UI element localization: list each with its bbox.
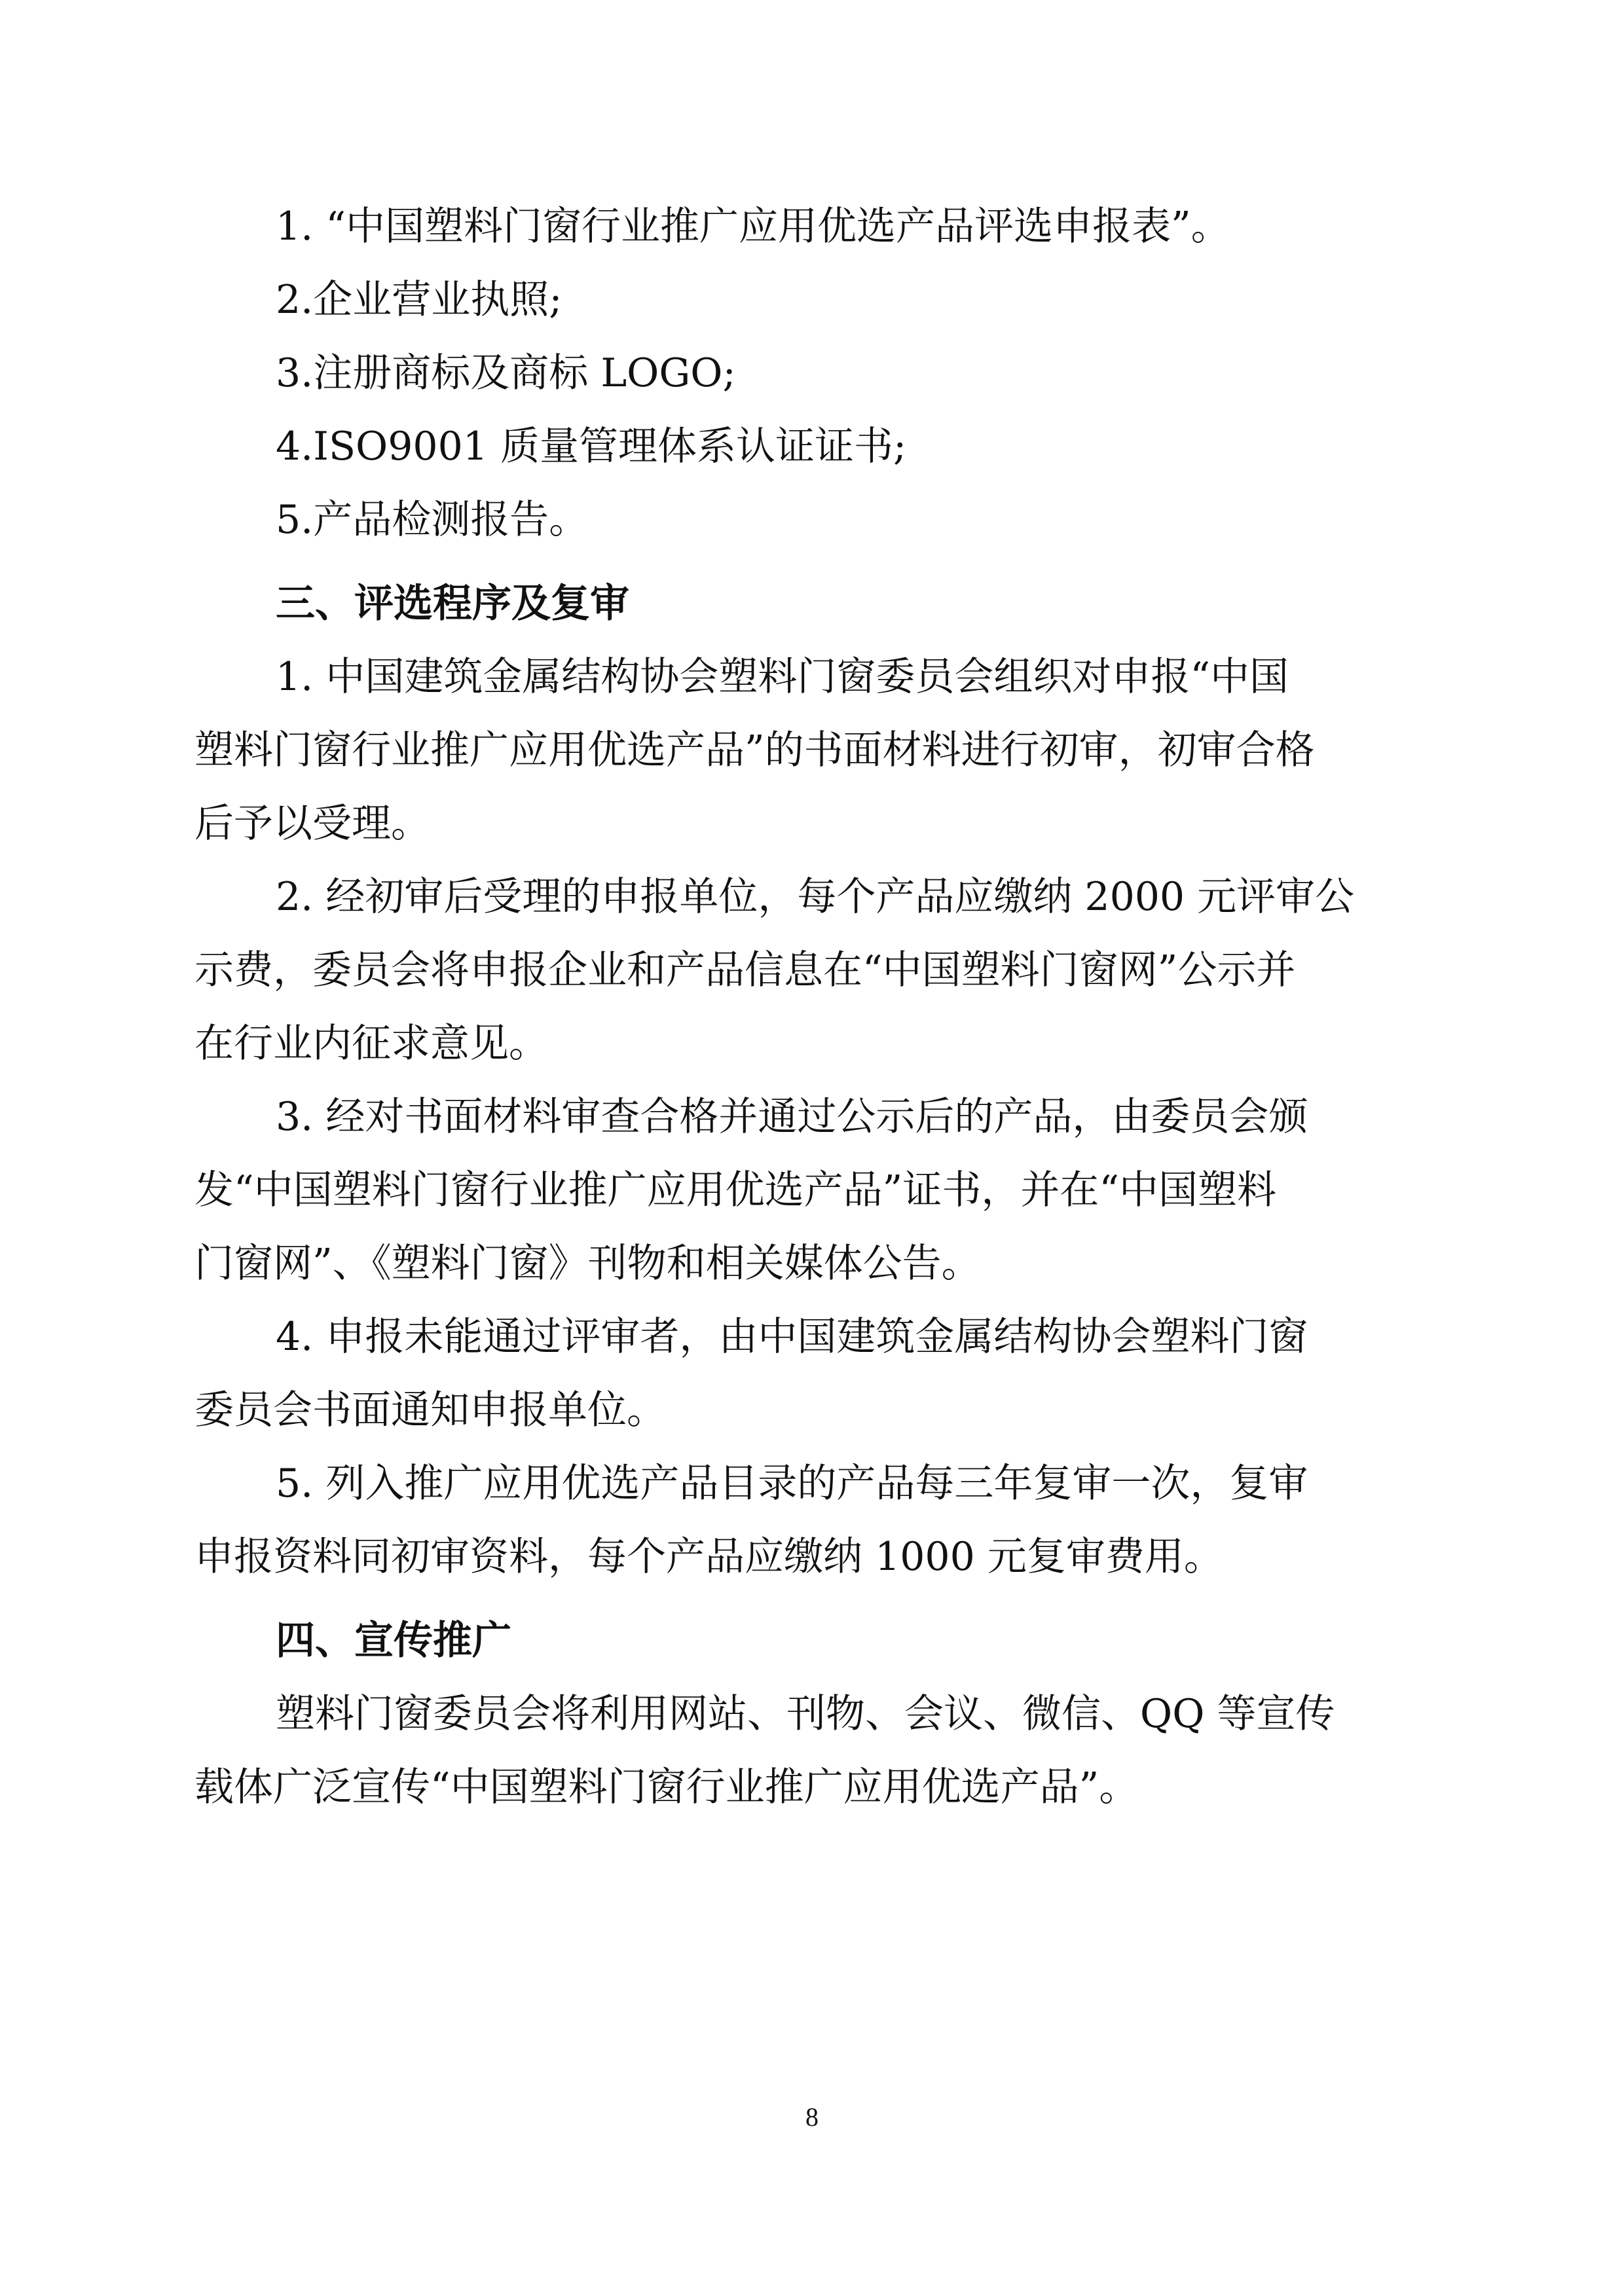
paragraph-line: 3. 经对书面材料审查合格并通过公示后的产品，由委员会颁: [276, 1094, 1308, 1140]
paragraph-line: 4. 申报未能通过评审者，由中国建筑金属结构协会塑料门窗: [276, 1314, 1308, 1360]
section-3-title: 三、评选程序及复审: [276, 581, 629, 627]
paragraph-line: 载体广泛宣传“中国塑料门窗行业推广应用优选产品”。: [194, 1764, 1139, 1810]
section-3-paragraph-2: [194, 860, 1429, 1080]
list-item: 1. “中国塑料门窗行业推广应用优选产品评选申报表”。: [276, 204, 1230, 249]
paragraph-line: 申报资料同初审资料，每个产品应缴纳 1000 元复审费用。: [194, 1534, 1223, 1580]
section-4-paragraph-1: [194, 1677, 1429, 1824]
paragraph-line: 发“中国塑料门窗行业推广应用优选产品”证书，并在“中国塑料: [194, 1167, 1277, 1213]
list-item: 4.ISO9001 质量管理体系认证证书;: [276, 424, 907, 469]
section-3-paragraph-5: [194, 1447, 1429, 1594]
list-item: 5.产品检测报告。: [276, 497, 589, 543]
page-number: 8: [805, 2102, 819, 2132]
documents-list: [194, 190, 1429, 556]
paragraph-line: 示费，委员会将申报企业和产品信息在“中国塑料门窗网”公示并: [194, 947, 1296, 993]
paragraph-line: 后予以受理。: [194, 801, 430, 847]
section-3-paragraph-3: [194, 1080, 1429, 1300]
paragraph-line: 5. 列入推广应用优选产品目录的产品每三年复审一次，复审: [276, 1461, 1308, 1506]
paragraph-line: 2. 经初审后受理的申报单位，每个产品应缴纳 2000 元评审公: [276, 874, 1355, 920]
section-3-paragraph-4: [194, 1300, 1429, 1447]
section-3-paragraph-1: [194, 640, 1429, 860]
list-item: 3.注册商标及商标 LOGO;: [276, 350, 736, 396]
page-content: [194, 190, 1429, 1824]
paragraph-line: 在行业内征求意见。: [194, 1021, 548, 1066]
paragraph-line: 委员会书面通知申报单位。: [194, 1387, 666, 1433]
paragraph-line: 塑料门窗行业推广应用优选产品”的书面材料进行初审，初审合格: [194, 727, 1315, 773]
section-4-title: 四、宣传推广: [276, 1618, 511, 1664]
paragraph-line: 1. 中国建筑金属结构协会塑料门窗委员会组织对申报“中国: [276, 654, 1289, 700]
list-item: 2.企业营业执照;: [276, 277, 563, 323]
paragraph-line: 门窗网”、《塑料门窗》刊物和相关媒体公告。: [194, 1241, 981, 1286]
paragraph-line: 塑料门窗委员会将利用网站、刊物、会议、微信、QQ 等宣传: [276, 1691, 1335, 1737]
